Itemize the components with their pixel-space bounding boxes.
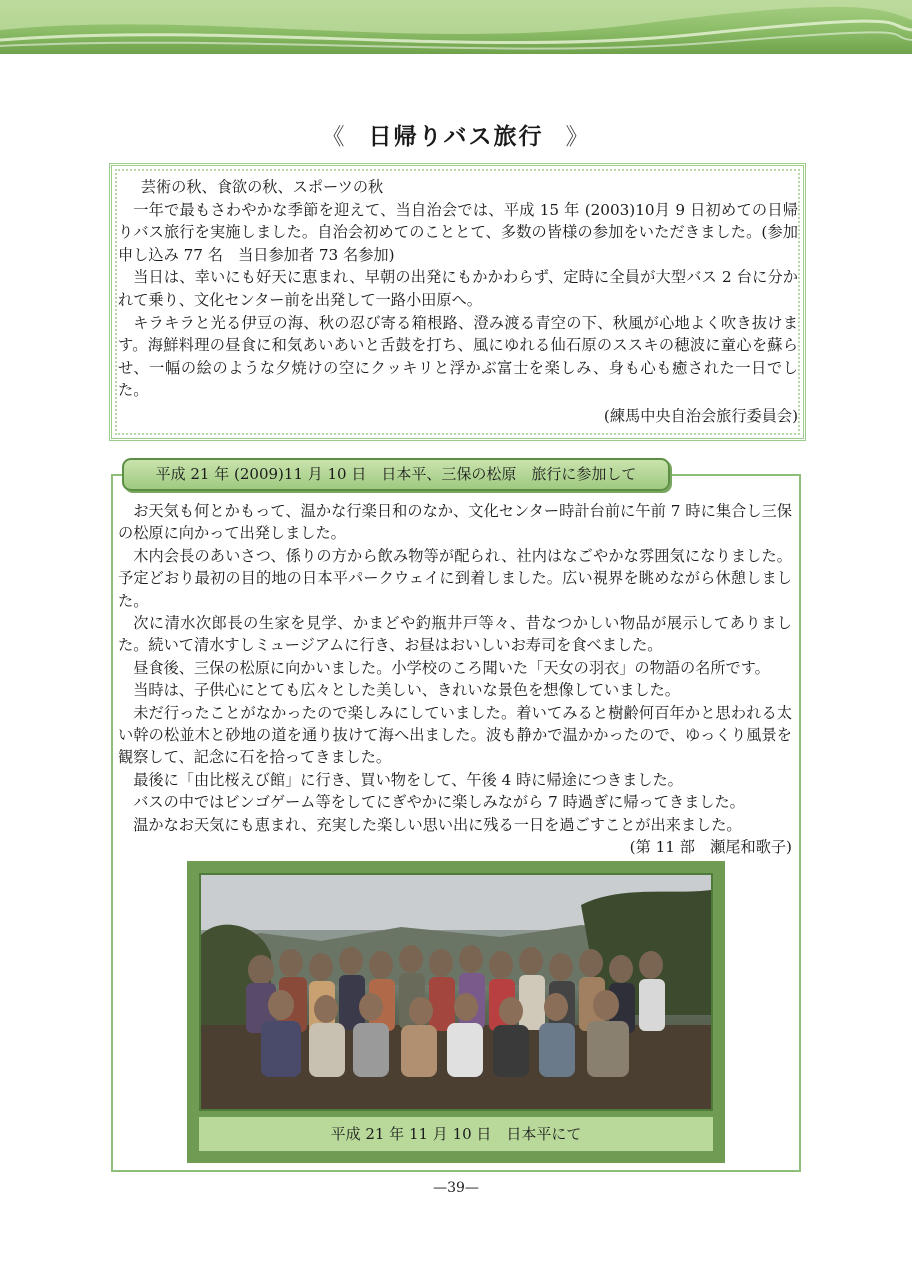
article-paragraph: 当時は、子供心にとても広々とした美しい、きれいな景色を想像していました。 xyxy=(133,681,680,700)
page-number: —39— xyxy=(433,1180,479,1196)
article-signature: (練馬中央自治会旅行委員会) xyxy=(603,406,798,425)
article-paragraph: 芸術の秋、食欲の秋、スポーツの秋 xyxy=(140,178,384,196)
group-photo-frame xyxy=(187,861,725,1163)
article-paragraph: 昼食後、三保の松原に向かいました。小学校のころ聞いた「天女の羽衣」の物語の名所です。 xyxy=(133,658,770,677)
article-paragraph: バスの中ではビンゴゲーム等をしてにぎやかに楽しみながら 7 時過ぎに帰ってきました。 xyxy=(133,793,745,812)
article-paragraph: 温かなお天気にも恵まれ、充実した楽しい思い出に残る一日を過ごすことが出来ました。 xyxy=(133,815,742,834)
title-text: 日帰りバス旅行 xyxy=(368,123,544,150)
title-close-bracket: 》 xyxy=(565,124,591,150)
wave-decoration xyxy=(0,0,912,54)
article-signature: (第 11 部 瀬尾和歌子) xyxy=(629,838,792,857)
group-photo-illustration xyxy=(201,875,711,1109)
group-photo xyxy=(199,873,713,1111)
article-paragraph: お天気も何とかもって、温かな行楽日和のなか、文化センター時計台前に午前 7 時に集合し三保の松原に向かって出発しました。 xyxy=(118,502,792,543)
photo-caption: 平成 21 年 11 月 10 日 日本平にて xyxy=(199,1117,713,1151)
trip-2009-heading-tab: 平成 21 年 (2009)11 月 10 日 日本平、三保の松原 旅行に参加して xyxy=(122,458,670,491)
article-paragraph: 未だ行ったことがなかったので楽しみにしていました。着いてみると樹齢何百年かと思われる太い幹の松並木と砂地の道を通り抜けて海へ出ました。波も静かで温かかったので、ゆっくり風景を観察して、記念に石を拾ってきました。 xyxy=(118,703,792,767)
title-open-bracket: 《 xyxy=(321,124,347,150)
article-paragraph: 当日は、幸いにも好天に恵まれ、早朝の出発にもかかわらず、定時に全員が大型バス 2 台に分かれて乗り、文化センター前を出発して一路小田原へ。 xyxy=(118,268,798,309)
bus-trip-2003-article xyxy=(118,176,798,428)
page-title xyxy=(0,118,912,151)
header-decoration-band xyxy=(0,0,912,54)
article-paragraph: 最後に「由比桜えび館」に行き、買い物をして、午後 4 時に帰途につきました。 xyxy=(133,770,683,789)
article-paragraph: 一年で最もさわやかな季節を迎えて、当自治会では、平成 15 年 (2003)10月 9 日初めての日帰りバス旅行を実施しました。自治会初めてのこととて、多数の皆様の参加をいただきました。(参加申し込み 77 名 当日参加者 73 名参加) xyxy=(118,200,798,264)
trip-2009-article xyxy=(118,500,792,859)
article-paragraph: キラキラと光る伊豆の海、秋の忍び寄る箱根路、澄み渡る青空の下、秋風が心地よく吹き抜けます。海鮮料理の昼食に和気あいあいと舌鼓を打ち、風にゆれる仙石原のススキの穂波に童心を蘇らせ、一幅の絵のような夕焼けの空にクッキリと浮かぶ富士を楽しみ、身も心も癒された一日でした。 xyxy=(118,313,798,400)
article-paragraph: 木内会長のあいさつ、係りの方から飲み物等が配られ、社内はなごやかな雰囲気になりました。予定どおり最初の目的地の日本平パークウェイに到着しました。広い視界を眺めながら休憩しました。 xyxy=(118,546,792,610)
article-paragraph: 次に清水次郎長の生家を見学、かまどや釣瓶井戸等々、昔なつかしい物品が展示してありました。続いて清水すしミュージアムに行き、お昼はおいしいお寿司を食べました。 xyxy=(118,614,792,655)
